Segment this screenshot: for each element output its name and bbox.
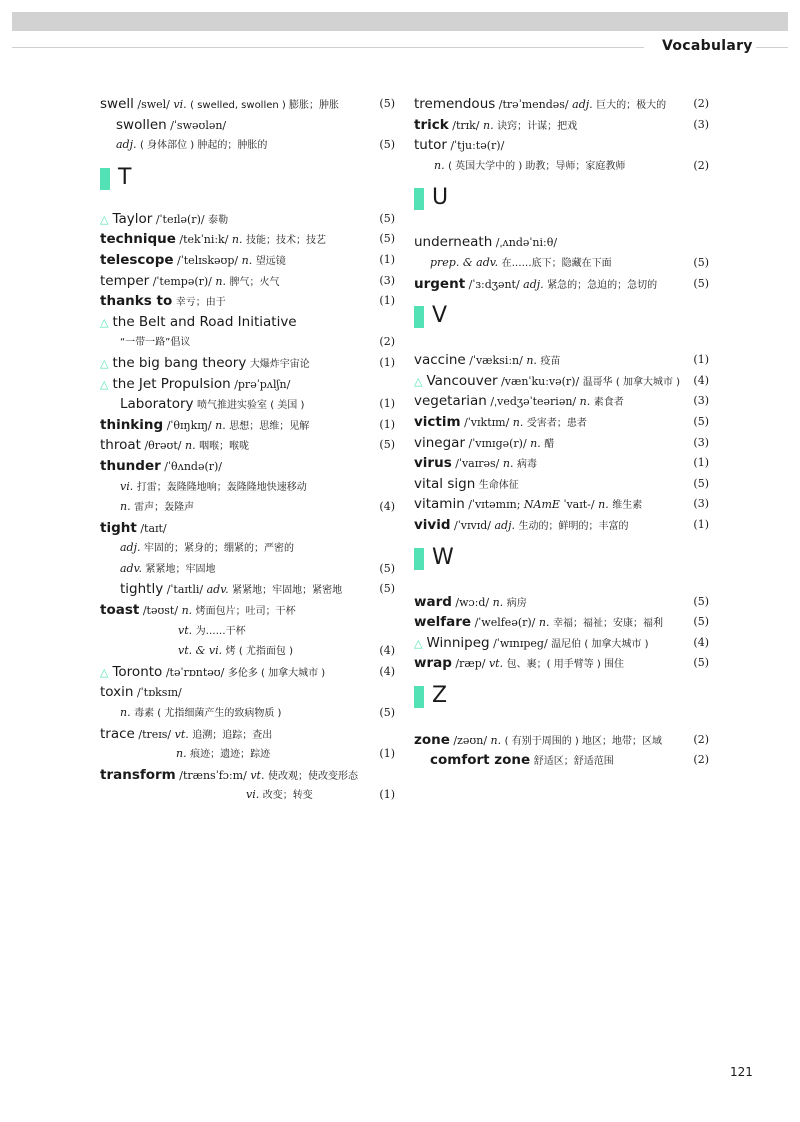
headword: vegetarian (414, 393, 487, 410)
vocab-entry (100, 291, 395, 312)
definition: 紧紧地；牢固地；紧密地 (232, 585, 343, 597)
phonetic: /prəˈpʌlʃn/ (234, 377, 291, 391)
triangle-icon: △ (100, 315, 109, 329)
phonetic: /ˈwɪnɪpeg/ (493, 636, 548, 650)
phonetic: /ˈswəʊlən/ (170, 118, 227, 132)
part-of-speech: vt. (178, 623, 193, 637)
headword: wrap (414, 655, 452, 672)
definition: 素食者 (593, 397, 624, 409)
vocab-entry (414, 350, 709, 371)
triangle-icon: △ (100, 212, 109, 226)
headword: vinegar (414, 434, 465, 451)
part-of-speech: adj. (494, 518, 515, 532)
page-number: 121 (730, 1065, 753, 1079)
headword: swell (100, 96, 134, 112)
headword: welfare (414, 614, 472, 631)
vocab-entry (100, 435, 395, 456)
headword: Taylor (112, 210, 153, 227)
headword: virus (414, 455, 452, 472)
vocab-entry (100, 229, 395, 250)
phonetic: /ˈtempə(r)/ (152, 274, 212, 288)
headword: urgent (414, 275, 466, 292)
part-of-speech: n. (434, 158, 445, 172)
vocab-entry (100, 250, 395, 271)
vocab-entry (100, 518, 395, 539)
vocab-entry (100, 621, 395, 642)
unit-number: (5) (379, 97, 395, 110)
definition: ( 身体部位 ) 肿起的；肿胀的 (140, 140, 268, 152)
phonetic: /trəˈmendəs/ (498, 98, 569, 111)
letter-marker (100, 168, 110, 190)
headword: temper (100, 272, 150, 289)
definition: 生动的；鲜明的；丰富的 (518, 520, 629, 532)
definition: 改变；转变 (262, 790, 313, 802)
triangle-icon: △ (414, 374, 423, 388)
definition: 幸亏；由于 (175, 297, 226, 309)
part-of-speech: n. (120, 500, 131, 514)
definition: 维生素 (612, 500, 643, 512)
headword: zone (414, 731, 450, 748)
phonetic: /ˈθʌndə(r)/ (164, 459, 223, 473)
part-of-speech: NAmE (523, 498, 560, 512)
vocab-entry (100, 374, 395, 395)
phonetic: /ˈvaɪrəs/ (455, 457, 500, 471)
definition: 技能；技术；技艺 (246, 235, 327, 247)
unit-number: (1) (379, 747, 395, 761)
definition: 醋 (544, 438, 555, 450)
definition: 为……干杯 (195, 625, 246, 637)
headword: thunder (100, 457, 161, 474)
unit-number: (5) (379, 438, 395, 452)
part-of-speech: n. (598, 498, 609, 512)
vocab-entry (414, 633, 709, 654)
headword: transform (100, 766, 176, 783)
vocab-entry (414, 156, 709, 177)
headword: the big bang theory (112, 354, 247, 371)
headword: swollen (116, 116, 167, 133)
phonetic: ˈvaɪt-/ (563, 498, 595, 512)
phonetic: /trɪk/ (452, 118, 480, 132)
definition: 多伦多 ( 加拿大城市 ) (227, 667, 326, 679)
unit-number: (4) (379, 644, 395, 658)
headword: comfort zone (430, 752, 531, 769)
definition: 疫苗 (540, 356, 561, 368)
phonetic: /təʊst/ (142, 604, 179, 618)
letter-heading (414, 674, 709, 730)
unit-number: (3) (693, 497, 709, 511)
phonetic: /ˈteɪlə(r)/ (155, 212, 205, 226)
section-title: Vocabulary (662, 38, 753, 54)
part-of-speech: vt. & vi. (178, 644, 223, 658)
definition: 毒素 ( 尤指细菌产生的致病物质 ) (134, 708, 282, 720)
phonetic: /θrəʊt/ (144, 439, 182, 453)
vocab-entry (100, 641, 395, 662)
headword: trick (414, 116, 449, 133)
phonetic: /ˈwelfeə(r)/ (474, 616, 536, 630)
part-of-speech: n. (512, 415, 524, 429)
phonetic: /wɔːd/ (455, 595, 490, 609)
definition: ( swelled, swollen ) 膨胀；肿胀 (190, 100, 339, 111)
vocab-entry (414, 453, 709, 474)
unit-number: (5) (693, 656, 709, 670)
headword: vivid (414, 516, 451, 533)
phonetic: /ˈvæksiːn/ (469, 354, 523, 368)
headword: Vancouver (426, 372, 498, 389)
headword: throat (100, 437, 141, 454)
part-of-speech: adj. (120, 541, 141, 555)
definition: 思想；思维；见解 (229, 420, 310, 432)
unit-number: (5) (693, 276, 709, 290)
headword: thinking (100, 416, 164, 433)
headword: underneath (414, 234, 493, 251)
phonetic: /ˈvɪktɪm/ (464, 415, 510, 429)
vocab-entry (100, 744, 395, 765)
vocab-entry (100, 785, 395, 806)
unit-number: (4) (693, 635, 709, 649)
letter-marker (414, 686, 424, 708)
definition: 受害者；患者 (526, 417, 587, 429)
part-of-speech: n. (483, 118, 494, 132)
phonetic: /ˈvɪvɪd/ (454, 518, 491, 532)
headword: thanks to (100, 293, 173, 310)
headword: vitamin (414, 496, 465, 513)
vocab-entry (100, 353, 395, 374)
part-of-speech: prep. & adv. (430, 255, 499, 269)
phonetic: /ˈvɪtəmɪn; (468, 498, 521, 512)
vocab-entry (100, 579, 395, 600)
letter-label: U (432, 185, 449, 211)
definition: 烤面包片；吐司；干杯 (195, 606, 296, 618)
unit-number: (2) (693, 732, 709, 746)
phonetic: /ˈθɪŋkɪŋ/ (166, 418, 212, 432)
definition: ( 有别于周围的 ) 地区；地带；区域 (504, 735, 662, 747)
unit-number: (1) (693, 456, 709, 470)
vocab-entry (100, 477, 395, 498)
triangle-icon: △ (100, 377, 109, 391)
unit-number: (5) (379, 232, 395, 246)
unit-number: (2) (379, 335, 395, 349)
vocab-entry (100, 703, 395, 724)
unit-number: (3) (693, 117, 709, 131)
definition: 紧急的；急迫的；急切的 (547, 279, 658, 291)
unit-number: (1) (379, 355, 395, 369)
unit-number: (5) (693, 255, 709, 269)
unit-number: (2) (693, 97, 709, 110)
unit-number: (1) (379, 788, 395, 802)
part-of-speech: adj. (572, 98, 593, 111)
definition: “一带一路”倡议 (120, 337, 191, 349)
part-of-speech: vt. (250, 768, 265, 782)
part-of-speech: adv. (120, 561, 143, 575)
headword: technique (100, 231, 176, 248)
triangle-icon: △ (414, 636, 423, 650)
definition: 病房 (506, 597, 527, 609)
vocab-entry (100, 332, 395, 353)
vocab-entry (100, 415, 395, 436)
headword: tremendous (414, 96, 496, 112)
phonetic: /ˌvedʒəˈteəriən/ (490, 395, 577, 409)
unit-number: (1) (379, 294, 395, 308)
header-rule-right (756, 47, 788, 48)
definition: 咽喉；喉咙 (199, 441, 250, 453)
letter-heading (414, 536, 709, 592)
triangle-icon: △ (100, 665, 109, 679)
definition: 病毒 (516, 459, 537, 471)
definition: 打雷；轰隆隆地响；轰隆隆地快速移动 (136, 481, 307, 493)
part-of-speech: n. (215, 418, 226, 432)
part-of-speech: n. (231, 233, 243, 247)
part-of-speech: vt. (174, 727, 189, 741)
part-of-speech: n. (215, 274, 226, 288)
part-of-speech: adv. (206, 583, 229, 597)
letter-label: T (118, 164, 132, 190)
letter-marker (414, 188, 424, 210)
phonetic: /ˈtjuːtə(r)/ (450, 139, 505, 153)
headword: the Belt and Road Initiative (112, 313, 297, 330)
vocab-entry (100, 94, 395, 115)
vocab-entry (414, 433, 709, 454)
part-of-speech: n. (120, 706, 131, 720)
definition: 雷声；轰隆声 (134, 502, 195, 514)
phonetic: /swel/ (137, 98, 170, 111)
vocab-entry (100, 765, 395, 786)
definition: 诀窍；计谋；把戏 (497, 120, 578, 132)
definition: 烤 ( 尤指面包 ) (225, 646, 293, 658)
letter-heading (414, 176, 709, 232)
part-of-speech: n. (579, 395, 591, 409)
part-of-speech: n. (530, 436, 541, 450)
definition: 望远镜 (255, 255, 286, 267)
vocab-entry (100, 209, 395, 230)
headword: ward (414, 593, 452, 610)
definition: 生命体征 (478, 479, 519, 491)
vocab-entry (414, 494, 709, 515)
definition: 舒适区；舒适范围 (533, 756, 614, 768)
triangle-icon: △ (100, 356, 109, 370)
definition: 牢固的；紧身的；绷紧的；严密的 (144, 543, 295, 555)
unit-number: (1) (379, 397, 395, 411)
headword: trace (100, 725, 135, 742)
vocab-entry (414, 371, 709, 392)
headword: toast (100, 602, 140, 619)
vocab-entry (414, 750, 709, 771)
phonetic: /treɪs/ (138, 727, 172, 741)
definition: 使改观；使改变形态 (267, 770, 358, 782)
phonetic: /zəʊn/ (453, 733, 488, 747)
part-of-speech: n. (526, 354, 537, 368)
unit-number: (5) (693, 414, 709, 428)
definition: 在……底下；隐藏在下面 (501, 257, 612, 269)
unit-number: (2) (693, 158, 709, 172)
headword: tutor (414, 137, 447, 154)
vocab-entry (100, 456, 395, 477)
vocab-entry (100, 682, 395, 703)
unit-number: (1) (379, 417, 395, 431)
vocab-entry (100, 559, 395, 580)
unit-number: (4) (379, 664, 395, 678)
definition: 巨大的；极大的 (596, 100, 667, 111)
definition: ( 英国大学中的 ) 助教；导师；家庭教师 (448, 160, 626, 172)
part-of-speech: n. (176, 747, 187, 761)
part-of-speech: vi. (246, 788, 260, 802)
definition: 温哥华 ( 加拿大城市 ) (582, 376, 681, 388)
vocab-entry (414, 135, 709, 156)
vocab-entry (414, 474, 709, 495)
unit-number: (5) (693, 594, 709, 608)
unit-number: (2) (693, 753, 709, 767)
header-rule-left (12, 47, 644, 48)
part-of-speech: n. (502, 457, 514, 471)
vocab-entry (100, 600, 395, 621)
letter-heading (414, 294, 709, 350)
headword: victim (414, 413, 461, 430)
vocab-entry (100, 271, 395, 292)
definition: 泰勒 (208, 214, 229, 226)
unit-number: (5) (379, 582, 395, 596)
vocab-entry (414, 730, 709, 751)
part-of-speech: vi. (173, 98, 187, 111)
letter-heading (100, 156, 395, 209)
vocab-entry (100, 538, 395, 559)
part-of-speech: vt. (488, 657, 504, 671)
part-of-speech: n. (241, 253, 253, 267)
headword: vital sign (414, 475, 476, 492)
phonetic: /ˈtelɪskəʊp/ (177, 253, 239, 267)
definition: 幸福；福祉；安康；福利 (552, 618, 663, 630)
headword: telescope (100, 251, 174, 268)
phonetic: /təˈrɒntəʊ/ (165, 665, 225, 679)
part-of-speech: n. (181, 604, 193, 618)
vocab-entry (100, 312, 395, 333)
vocab-entry (414, 232, 709, 253)
header-bar (12, 12, 788, 31)
headword: Winnipeg (426, 634, 490, 651)
phonetic: /taɪt/ (140, 521, 167, 535)
letter-label: V (432, 303, 448, 329)
letter-marker (414, 548, 424, 570)
vocab-entry (414, 653, 709, 674)
letter-label: Z (432, 682, 448, 708)
phonetic: /ˈvɪnɪgə(r)/ (468, 436, 527, 450)
headword: tightly (120, 581, 164, 598)
vocab-entry (414, 612, 709, 633)
part-of-speech: n. (184, 439, 196, 453)
unit-number: (1) (693, 517, 709, 531)
phonetic: /ræp/ (455, 657, 486, 671)
unit-number: (3) (693, 435, 709, 449)
definition: 痕迹；遗迹；踪迹 (190, 749, 271, 761)
vocab-entry (414, 253, 709, 274)
definition: 喷气推进实验室 ( 美国 ) (197, 400, 305, 412)
phonetic: /ˈtɒksɪn/ (136, 686, 182, 700)
phonetic: /ˌʌndəˈniːθ/ (495, 236, 558, 250)
part-of-speech: n. (492, 595, 504, 609)
letter-marker (414, 306, 424, 328)
unit-number: (5) (693, 476, 709, 490)
unit-number: (5) (379, 138, 395, 152)
unit-number: (1) (379, 252, 395, 266)
phonetic: /ˈtaɪtli/ (166, 583, 204, 597)
vocab-entry (100, 662, 395, 683)
definition: 脾气；火气 (229, 276, 280, 288)
vocab-entry (100, 497, 395, 518)
unit-number: (3) (379, 273, 395, 287)
unit-number: (5) (379, 561, 395, 575)
vocab-entry (100, 394, 395, 415)
unit-number: (1) (693, 353, 709, 367)
part-of-speech: n. (490, 733, 502, 747)
unit-number: (5) (693, 615, 709, 629)
part-of-speech: adj. (523, 277, 544, 291)
headword: tight (100, 519, 137, 536)
headword: Laboratory (120, 396, 194, 413)
vocab-entry (414, 412, 709, 433)
left-column (100, 94, 395, 806)
definition: 温尼伯 ( 加拿大城市 ) (551, 638, 649, 650)
letter-label: W (432, 544, 454, 570)
vocab-entry (414, 515, 709, 536)
headword: the Jet Propulsion (112, 375, 231, 392)
phonetic: /tekˈniːk/ (179, 233, 229, 247)
part-of-speech: vi. (120, 479, 134, 493)
definition: 追溯；追踪；查出 (192, 729, 273, 741)
phonetic: /vænˈkuːvə(r)/ (501, 374, 580, 388)
headword: vaccine (414, 352, 466, 369)
part-of-speech: n. (538, 616, 550, 630)
right-column (414, 94, 709, 771)
vocab-entry (100, 135, 395, 156)
phonetic: /trænsˈfɔːm/ (179, 768, 247, 782)
vocab-entry (414, 274, 709, 295)
vocab-entry (100, 724, 395, 745)
vocab-entry (414, 391, 709, 412)
vocab-entry (414, 115, 709, 136)
vocab-entry (414, 592, 709, 613)
headword: toxin (100, 684, 134, 701)
unit-number: (4) (379, 500, 395, 514)
unit-number: (5) (379, 211, 395, 225)
unit-number: (4) (693, 373, 709, 387)
vocab-entry (100, 115, 395, 136)
phonetic: /ˈɜːdʒənt/ (468, 277, 520, 291)
unit-number: (5) (379, 706, 395, 720)
definition: 大爆炸宇宙论 (249, 358, 310, 370)
headword: Toronto (112, 663, 163, 680)
part-of-speech: adj. (116, 138, 137, 152)
definition: 紧紧地；牢固地 (145, 563, 216, 575)
unit-number: (3) (693, 394, 709, 408)
vocab-entry (414, 94, 709, 115)
definition: 包、裹；( 用手臂等 ) 围住 (506, 659, 624, 671)
